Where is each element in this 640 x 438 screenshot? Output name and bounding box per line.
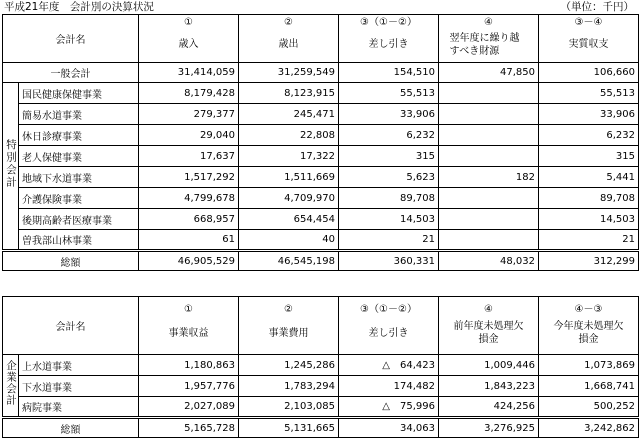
vertical-label: 企業会計 [5,360,17,406]
header-col-carryover: ④ 翌年度に繰り越すべき財源 [439,15,539,63]
row-name: 休日診療事業 [19,125,139,146]
row-name: 後期高齢者医療事業 [19,209,139,230]
triangle-icon: △ [382,359,390,371]
header-account-name: 会計名 [3,297,139,355]
header-col-difference: ③（①－②） 差し引き [339,15,439,63]
row-name: 簡易水道事業 [19,104,139,125]
header-row [3,297,639,355]
row-name: 地域下水道事業 [19,167,139,188]
row-name: 下水道事業 [19,376,139,397]
table-row: 老人保健事業 17,637 17,322 315 315 [3,146,639,167]
header-col-prior-deficit: ④ 前年度未処理欠損金 [439,297,539,355]
header-row [3,15,639,63]
table-row: 地域下水道事業 1,517,292 1,511,669 5,623 182 5,441 [3,167,639,188]
header-col-business-expense: ② 事業費用 [239,297,339,355]
enterprise-accounts-table [2,296,639,438]
header-col-business-revenue: ① 事業収益 [139,297,239,355]
total-row: 総額 5,165,728 5,131,665 34,063 3,276,925 3,242,862 [3,418,639,438]
table-row: 曽我部山林事業 61 40 21 21 [3,230,639,251]
enterprise-accounts-label [3,355,19,418]
row-name: 総額 [3,418,139,438]
header-col-revenue: ① 歳入 [139,15,239,63]
table-row: 簡易水道事業 279,377 245,471 33,906 33,906 [3,104,639,125]
special-accounts-label [3,83,19,251]
table-row: 休日診療事業 29,040 22,808 6,232 6,232 [3,125,639,146]
row-name: 介護保険事業 [19,188,139,209]
header-col-difference: ③（①－②） 差し引き [339,297,439,355]
table-row: 下水道事業 1,957,776 1,783,294 174,482 1,843,223 1,668,741 [3,376,639,397]
row-name: 一般会計 [3,63,139,83]
table-row: 特別会計 国民健康保健事業 8,179,428 8,123,915 55,513 55,513 [3,83,639,104]
header-col-current-deficit: ④－③ 今年度未処理欠損金 [539,297,639,355]
row-name: 病院事業 [19,397,139,418]
unit-label: （単位：千円） [560,1,634,13]
table-row: 企業会計 上水道事業 1,180,863 1,245,286 △ 64,423 1,009,446 1,073,869 [3,355,639,376]
row-name: 老人保健事業 [19,146,139,167]
table-row: 介護保険事業 4,799,678 4,709,970 89,708 89,708 [3,188,639,209]
row-name: 国民健康保健事業 [19,83,139,104]
header-col-expenditure: ② 歳出 [239,15,339,63]
special-accounts-table [2,14,639,271]
vertical-label: 特別会計 [5,138,17,189]
triangle-icon: △ [382,401,390,412]
header-account-name: 会計名 [3,15,139,63]
row-name: 総額 [3,251,139,271]
total-row: 総額 46,905,529 46,545,198 360,331 48,032 312,299 [3,251,639,271]
table-row: 病院事業 2,027,089 2,103,085 △ 75,996 424,256 500,252 [3,397,639,418]
row-name: 曽我部山林事業 [19,230,139,251]
table-row: 一般会計 31,414,059 31,259,549 154,510 47,850 106,660 [3,63,639,83]
negative-value-cell: △ 75,996 [339,397,439,418]
table-caption: 平成21年度 会計別の決算状況 [4,1,154,13]
row-name: 上水道事業 [19,355,139,376]
header-col-net-balance: ③－④ 実質収支 [539,15,639,63]
table-row: 後期高齢者医療事業 668,957 654,454 14,503 14,503 [3,209,639,230]
negative-value-cell: △ 64,423 [339,355,439,376]
